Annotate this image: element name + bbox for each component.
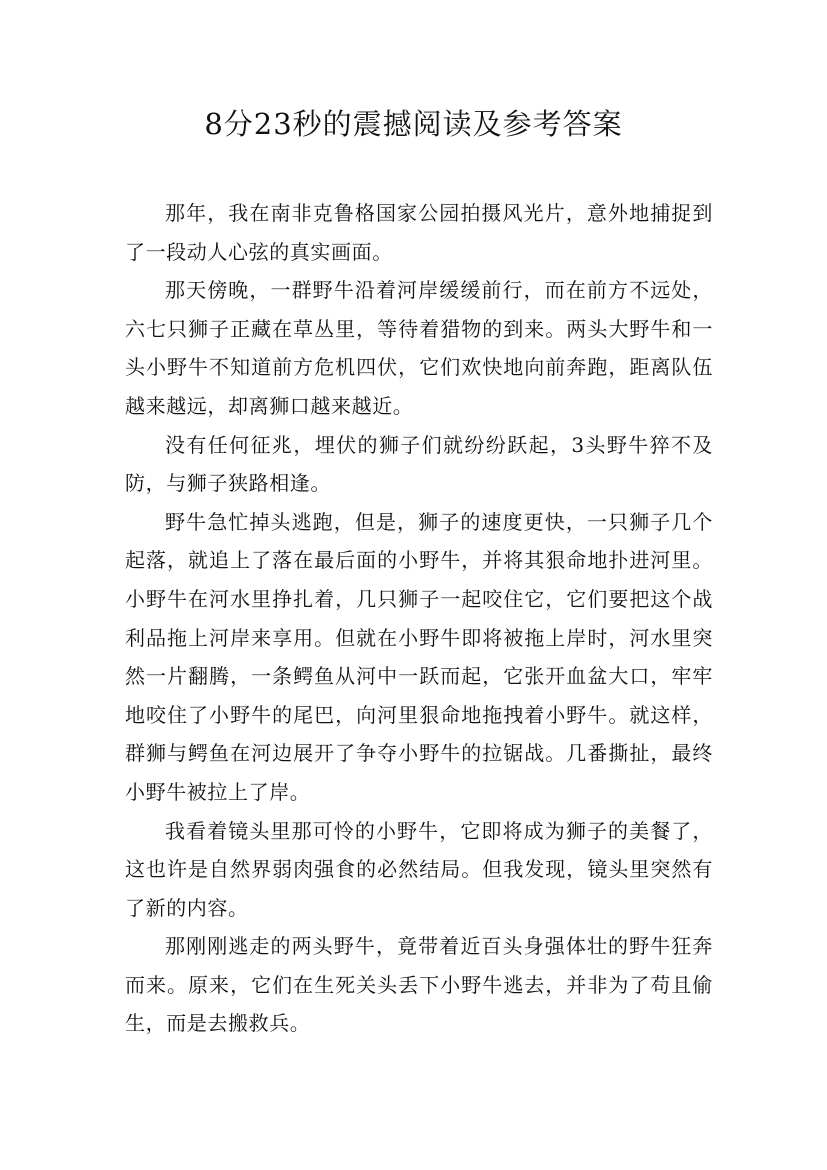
paragraph-3: 没有任何征兆，埋伏的狮子们就纷纷跃起，3头野牛猝不及防，与狮子狭路相逢。 bbox=[125, 432, 713, 496]
paragraph-6: 那刚刚逃走的两头野牛，竟带着近百头身强体壮的野牛狂奔而来。原来，它们在生死关头丢下小野牛逃去，并非为了苟且偷生，而是去搬救兵。 bbox=[125, 934, 713, 1036]
document-body bbox=[125, 194, 713, 1043]
document-title: 8分23秒的震撼阅读及参考答案 bbox=[204, 107, 623, 141]
paragraph-4: 野牛急忙掉头逃跑，但是，狮子的速度更快，一只狮子几个起落，就追上了落在最后面的小野牛，并将其狠命地扑进河里。小野牛在河水里挣扎着，几只狮子一起咬住它，它们要把这个战利品拖上河岸来享用。但就在小野牛即将被拖上岸时，河水里突然一片翻腾，一条鳄鱼从河中一跃而起，它张开血盆大口，牢牢地咬住了小野牛的尾巴，向河里狠命地拖拽着小野牛。就这样，群狮与鳄鱼在河边展开了争夺小野牛的拉锯战。几番撕扯，最终小野牛被拉上了岸。 bbox=[125, 509, 713, 804]
paragraph-5: 我看着镜头里那可怜的小野牛，它即将成为狮子的美餐了，这也许是自然界弱肉强食的必然结局。但我发现，镜头里突然有了新的内容。 bbox=[125, 818, 713, 920]
paragraph-1: 那年，我在南非克鲁格国家公园拍摄风光片，意外地捕捉到了一段动人心弦的真实画面。 bbox=[125, 201, 713, 264]
paragraph-2: 那天傍晚，一群野牛沿着河岸缓缓前行，而在前方不远处，六七只狮子正藏在草丛里，等待着猎物的到来。两头大野牛和一头小野牛不知道前方危机四伏，它们欢快地向前奔跑，距离队伍越来越远，却离狮口越来越近。 bbox=[125, 278, 713, 418]
